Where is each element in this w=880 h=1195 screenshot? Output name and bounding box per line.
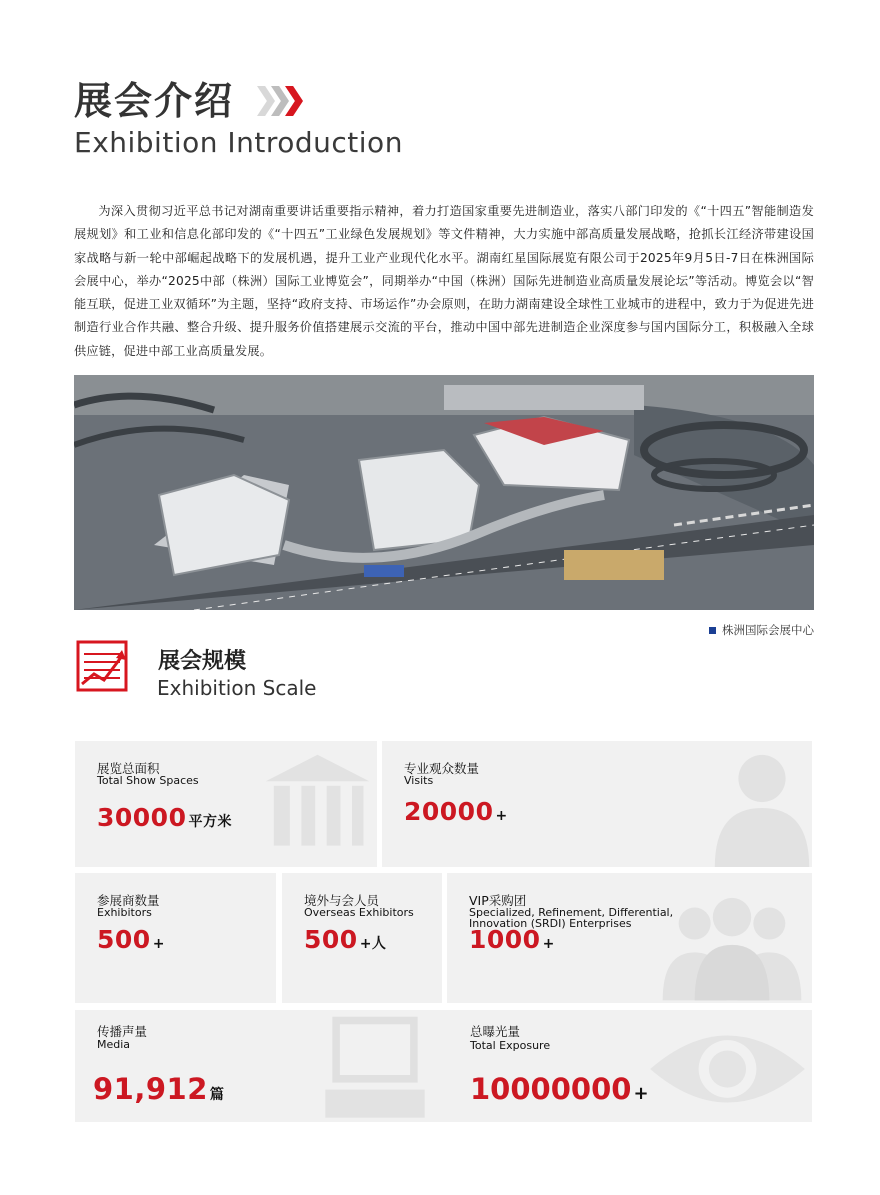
- stat-label-cn: 参展商数量: [97, 893, 160, 908]
- building-icon: [260, 749, 375, 864]
- stat-number: 500: [304, 925, 358, 954]
- section-title-en: Exhibition Introduction: [74, 126, 403, 159]
- stat-label-cn: 展览总面积: [97, 761, 160, 776]
- stat-unit: 篇: [209, 1087, 225, 1103]
- stat-unit: +: [633, 1083, 649, 1104]
- photo-caption-text: 株洲国际会展中心: [722, 623, 814, 637]
- stat-unit: 平方米: [188, 814, 232, 830]
- stat-label-cn: VIP采购团: [469, 893, 527, 908]
- stat-number: 500: [97, 925, 151, 954]
- stat-card-overseas: [282, 873, 442, 1003]
- caption-square-icon: [709, 627, 716, 634]
- computer-icon: [320, 1014, 430, 1122]
- stat-label-en: Media: [97, 1038, 131, 1051]
- stat-card-visits: [382, 741, 812, 867]
- intro-paragraph: 为深入贯彻习近平总书记对湖南重要讲话重要指示精神，着力打造国家重要先进制造业，落实八部门印发的《“十四五”智能制造发展规划》和工业和信息化部印发的《“十四五”工业绿色发展规划》等文件精神，大力实施中部高质量发展战略，抢抓长江经济带建设国家战略与新一轮中部崛起战略下的发展机遇，提升工业产业现代化水平。湖南红星国际展览有限公司于2025年9月5日-7日在株洲国际会展中心，举办“2025中部（株洲）国际工业博览会”，同期举办“中国（株洲）国际先进制造业高质量发展论坛”等活动。博览会以“智能互联，促进工业双循环”为主题，坚持“政府支持、市场运作”办会原则，在助力湖南建设全球性工业城市的进程中，致力于为促进先进制造行业合作共融、整合升级、提升服务价值搭建展示交流的平台，推动中国中部先进制造企业深度参与国内国际分工，积极融入全球供应链，促进中部工业高质量发展。: [74, 204, 814, 358]
- stat-card-exhibitors: [75, 873, 276, 1003]
- stat-label-cn: 境外与会人员: [304, 893, 380, 908]
- stat-unit: +: [495, 808, 508, 824]
- person-icon: [702, 749, 812, 867]
- section-title-cn: 展会介绍: [74, 79, 235, 123]
- stat-label-cn: 专业观众数量: [404, 761, 480, 776]
- chevron-decoration-icon: [257, 86, 299, 116]
- stat-label-en: Visits: [404, 774, 434, 787]
- chart-trend-icon: [76, 640, 128, 692]
- stat-card-vip: [447, 873, 812, 1003]
- stat-value: [304, 925, 386, 954]
- stat-value: [469, 925, 555, 954]
- stat-card-space: [75, 741, 377, 867]
- scale-title-cn: 展会规模: [158, 649, 247, 674]
- stat-label-en: Overseas Exhibitors: [304, 906, 414, 919]
- stat-number: 10000000: [470, 1072, 632, 1106]
- stat-card-media-exposure: [75, 1010, 812, 1122]
- stat-label-en: Exhibitors: [97, 906, 152, 919]
- stat-label-en: Specialized, Refinement, Differential, Innovation (SRDI) Enterprises: [469, 906, 674, 930]
- stat-value: [97, 803, 232, 832]
- stat-value: [93, 1072, 224, 1106]
- stat-number: 30000: [97, 803, 187, 832]
- eye-icon: [645, 1016, 810, 1122]
- stat-value: [97, 925, 165, 954]
- scale-title-en: Exhibition Scale: [157, 676, 317, 700]
- stat-unit: +: [152, 936, 165, 952]
- stat-label-cn: 传播声量: [97, 1024, 148, 1039]
- stat-number: 1000: [469, 925, 541, 954]
- section-header: [74, 78, 403, 159]
- stat-unit: +人: [359, 936, 387, 952]
- stat-label-cn-exposure: 总曝光量: [470, 1024, 521, 1039]
- stat-label-en: Total Show Spaces: [97, 774, 199, 787]
- stat-value: [404, 797, 508, 826]
- venue-photo: [74, 375, 814, 610]
- stat-unit: +: [542, 936, 555, 952]
- stat-label-en-exposure: Total Exposure: [470, 1039, 551, 1052]
- stat-value-exposure: [470, 1072, 649, 1106]
- stat-number: 20000: [404, 797, 494, 826]
- stat-number: 91,912: [93, 1072, 208, 1106]
- photo-caption: [709, 622, 814, 638]
